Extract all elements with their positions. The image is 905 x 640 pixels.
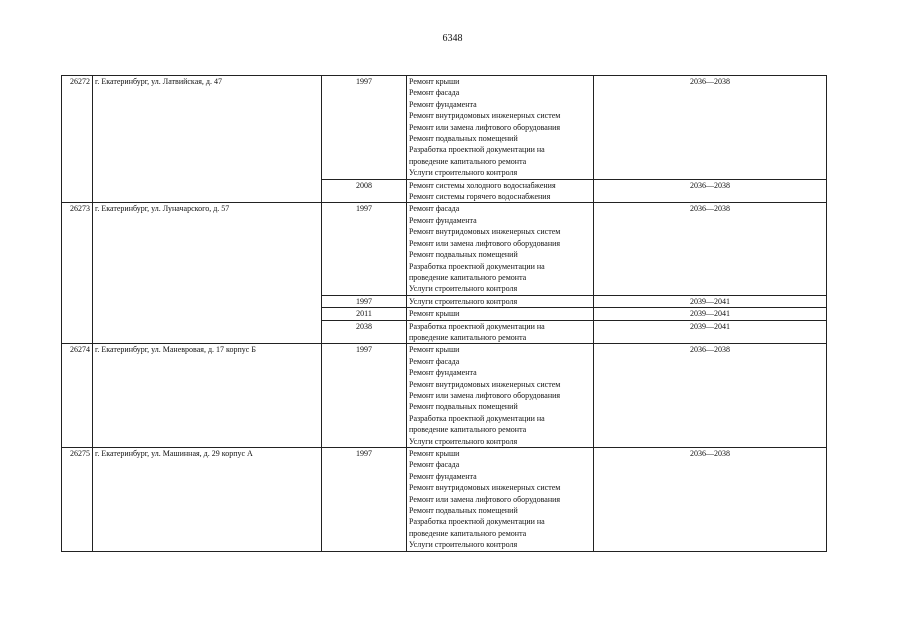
work-item: Ремонт внутридомовых инженерных систем [409, 227, 561, 237]
work-item: Ремонт внутридомовых инженерных систем [409, 379, 561, 389]
record-period: 2036—2038 [594, 448, 827, 552]
record-year: 2038 [322, 320, 407, 344]
record-address: г. Екатеринбург, ул. Латвийская, д. 47 [93, 76, 322, 203]
record-works [407, 179, 594, 203]
page-number: 6348 [442, 33, 463, 44]
record-number: 26272 [62, 76, 93, 203]
record-address: г. Екатеринбург, ул. Маневровая, д. 17 корпус Б [93, 344, 322, 448]
work-item: Разработка проектной документации на [409, 413, 545, 423]
record-works [407, 344, 594, 448]
work-item: Разработка проектной документации на [409, 145, 545, 155]
work-item: Услуги строительного контроля [409, 540, 518, 550]
record-period: 2039—2041 [594, 320, 827, 344]
work-item: Ремонт подвальных помещений [409, 402, 518, 412]
table-row [62, 448, 827, 552]
work-item: Услуги строительного контроля [409, 436, 518, 446]
work-item: Ремонт крыши [409, 77, 460, 86]
record-works [407, 203, 594, 295]
work-item: Разработка проектной документации на [409, 517, 545, 527]
work-item: Ремонт системы горячего водоснабжения [409, 192, 551, 202]
work-item: Ремонт фундамента [409, 99, 477, 109]
work-item: Ремонт фундамента [409, 368, 477, 378]
record-works [407, 320, 594, 344]
work-item: проведение капитального ремонта [409, 272, 527, 282]
work-item: Услуги строительного контроля [409, 168, 518, 178]
record-year: 2011 [322, 308, 407, 320]
record-period: 2039—2041 [594, 295, 827, 307]
work-item: Ремонт или замена лифтового оборудования [409, 122, 561, 132]
work-item: Ремонт крыши [409, 345, 460, 355]
work-item: проведение капитального ремонта [409, 156, 527, 166]
work-item: Разработка проектной документации на [409, 321, 545, 331]
record-period: 2036—2038 [594, 179, 827, 203]
work-item: Ремонт или замена лифтового оборудования [409, 494, 561, 504]
record-year: 1997 [322, 448, 407, 552]
work-item: Ремонт внутридомовых инженерных систем [409, 483, 561, 493]
work-item: проведение капитального ремонта [409, 332, 527, 342]
record-period: 2036—2038 [594, 76, 827, 180]
work-item: проведение капитального ремонта [409, 528, 527, 538]
record-period: 2039—2041 [594, 308, 827, 320]
record-year: 1997 [322, 76, 407, 180]
work-item: Ремонт подвальных помещений [409, 250, 518, 260]
work-item: Ремонт фасада [409, 356, 460, 366]
table-row [62, 76, 827, 180]
work-item: Ремонт крыши [409, 309, 460, 319]
record-works [407, 76, 594, 180]
record-year: 1997 [322, 203, 407, 295]
record-year: 1997 [322, 295, 407, 307]
table-row [62, 203, 827, 295]
work-item: Услуги строительного контроля [409, 296, 518, 306]
work-item: Ремонт подвальных помещений [409, 134, 518, 144]
record-year: 1997 [322, 344, 407, 448]
work-item: Ремонт подвальных помещений [409, 506, 518, 516]
record-period: 2036—2038 [594, 203, 827, 295]
work-item: проведение капитального ремонта [409, 425, 527, 435]
record-year: 2008 [322, 179, 407, 203]
work-item: Ремонт фасада [409, 460, 460, 470]
record-number: 26273 [62, 203, 93, 344]
table-row [62, 344, 827, 448]
work-item: Ремонт системы холодного водоснабжения [409, 180, 556, 190]
registry-table-body [62, 76, 827, 552]
record-works [407, 308, 594, 320]
record-period: 2036—2038 [594, 344, 827, 448]
registry-table [61, 75, 827, 552]
work-item: Услуги строительного контроля [409, 284, 518, 294]
work-item: Ремонт или замена лифтового оборудования [409, 238, 561, 248]
work-item: Ремонт фундамента [409, 215, 477, 225]
work-item: Ремонт внутридомовых инженерных систем [409, 111, 561, 121]
record-number: 26274 [62, 344, 93, 448]
work-item: Ремонт или замена лифтового оборудования [409, 390, 561, 400]
record-address: г. Екатеринбург, ул. Машинная, д. 29 корпус А [93, 448, 322, 552]
record-address: г. Екатеринбург, ул. Луначарского, д. 57 [93, 203, 322, 344]
record-works [407, 448, 594, 552]
record-number: 26275 [62, 448, 93, 552]
work-item: Ремонт крыши [409, 449, 460, 458]
work-item: Ремонт фундамента [409, 471, 477, 481]
work-item: Ремонт фасада [409, 88, 460, 98]
record-works [407, 295, 594, 307]
work-item: Разработка проектной документации на [409, 261, 545, 271]
work-item: Ремонт фасада [409, 204, 460, 214]
